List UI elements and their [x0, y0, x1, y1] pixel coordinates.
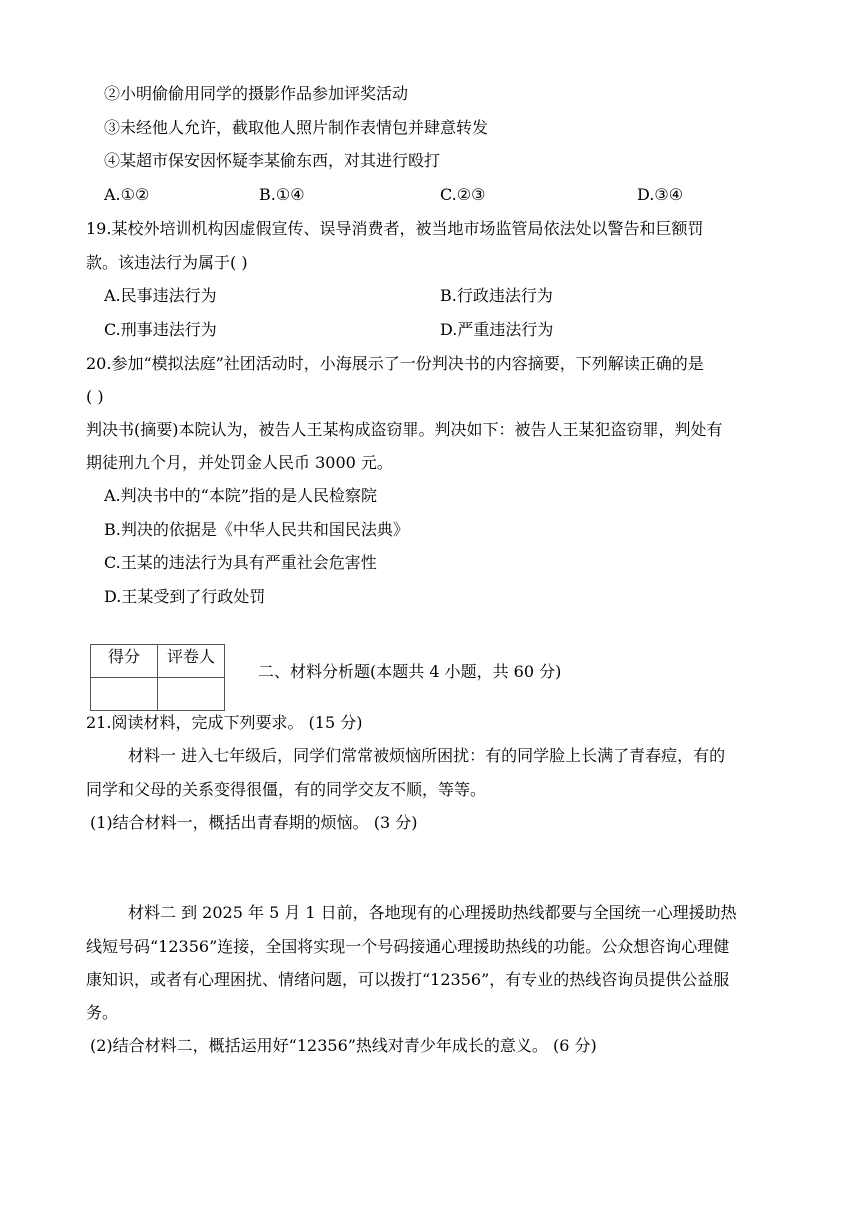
score-cell [91, 678, 158, 711]
q21-material2-line2: 线短号码“12356”连接，全国将实现一个号码接通心理援助热线的功能。公众想咨询心理健 [86, 937, 730, 956]
q20-material-line1: 判决书(摘要)本院认为，被告人王某构成盗窃罪。判决如下：被告人王某犯盗窃罪，判处有 [86, 420, 723, 439]
q21-subquestion-1: (1)结合材料一，概括出青春期的烦恼。 (3 分) [90, 813, 418, 832]
q18-option-d: D.③④ [637, 185, 684, 204]
q19-option-d: D.严重违法行为 [440, 320, 554, 339]
q20-stem-line2: ( ) [86, 387, 104, 406]
q19-stem-line2: 款。该违法行为属于( ) [86, 253, 248, 272]
q19-option-b: B.行政违法行为 [440, 286, 553, 305]
q19-option-c: C.刑事违法行为 [104, 320, 217, 339]
q21-material2-line4: 务。 [86, 1003, 119, 1022]
grader-cell [158, 678, 225, 711]
q21-stem: 21.阅读材料，完成下列要求。 (15 分) [86, 713, 363, 732]
q20-option-d: D.王某受到了行政处罚 [104, 587, 266, 606]
q21-material1-line2: 同学和父母的关系变得很僵，有的同学交友不顺，等等。 [86, 780, 487, 799]
q18-option-c: C.②③ [440, 185, 486, 204]
section2-title: 二、材料分析题(本题共 4 小题，共 60 分) [258, 662, 562, 681]
q19-option-a: A.民事违法行为 [104, 286, 217, 305]
q21-subquestion-2: (2)结合材料二，概括运用好“12356”热线对青少年成长的意义。 (6 分) [90, 1036, 597, 1055]
q18-item-2: ②小明偷偷用同学的摄影作品参加评奖活动 [104, 84, 409, 103]
q18-item-3: ③未经他人允许，截取他人照片制作表情包并肆意转发 [104, 118, 489, 137]
q20-option-b: B.判决的依据是《中华人民共和国民法典》 [104, 520, 409, 539]
grader-header: 评卷人 [158, 645, 225, 678]
score-header: 得分 [91, 645, 158, 678]
q19-stem-line1: 19.某校外培训机构因虚假宣传、误导消费者，被当地市场监管局依法处以警告和巨额罚 [86, 219, 704, 238]
q18-option-b: B.①④ [259, 185, 305, 204]
q21-material1-line1: 材料一 进入七年级后，同学们常常被烦恼所困扰：有的同学脸上长满了青春痘，有的 [128, 746, 726, 765]
q18-option-a: A.①② [104, 185, 150, 204]
q18-item-4: ④某超市保安因怀疑李某偷东西，对其进行殴打 [104, 151, 441, 170]
q20-option-a: A.判决书中的“本院”指的是人民检察院 [104, 486, 378, 505]
q20-material-line2: 期徒刑九个月，并处罚金人民币 3000 元。 [86, 453, 393, 472]
q21-material2-line3: 康知识，或者有心理困扰、情绪问题，可以拨打“12356”，有专业的热线咨询员提供公益服 [86, 970, 730, 989]
q21-material2-line1: 材料二 到 2025 年 5 月 1 日前，各地现有的心理援助热线都要与全国统一心理援助热 [128, 903, 737, 922]
score-table [90, 644, 225, 711]
q20-stem-line1: 20.参加“模拟法庭”社团活动时，小海展示了一份判决书的内容摘要，下列解读正确的是 [86, 354, 704, 373]
q20-option-c: C.王某的违法行为具有严重社会危害性 [104, 553, 377, 572]
